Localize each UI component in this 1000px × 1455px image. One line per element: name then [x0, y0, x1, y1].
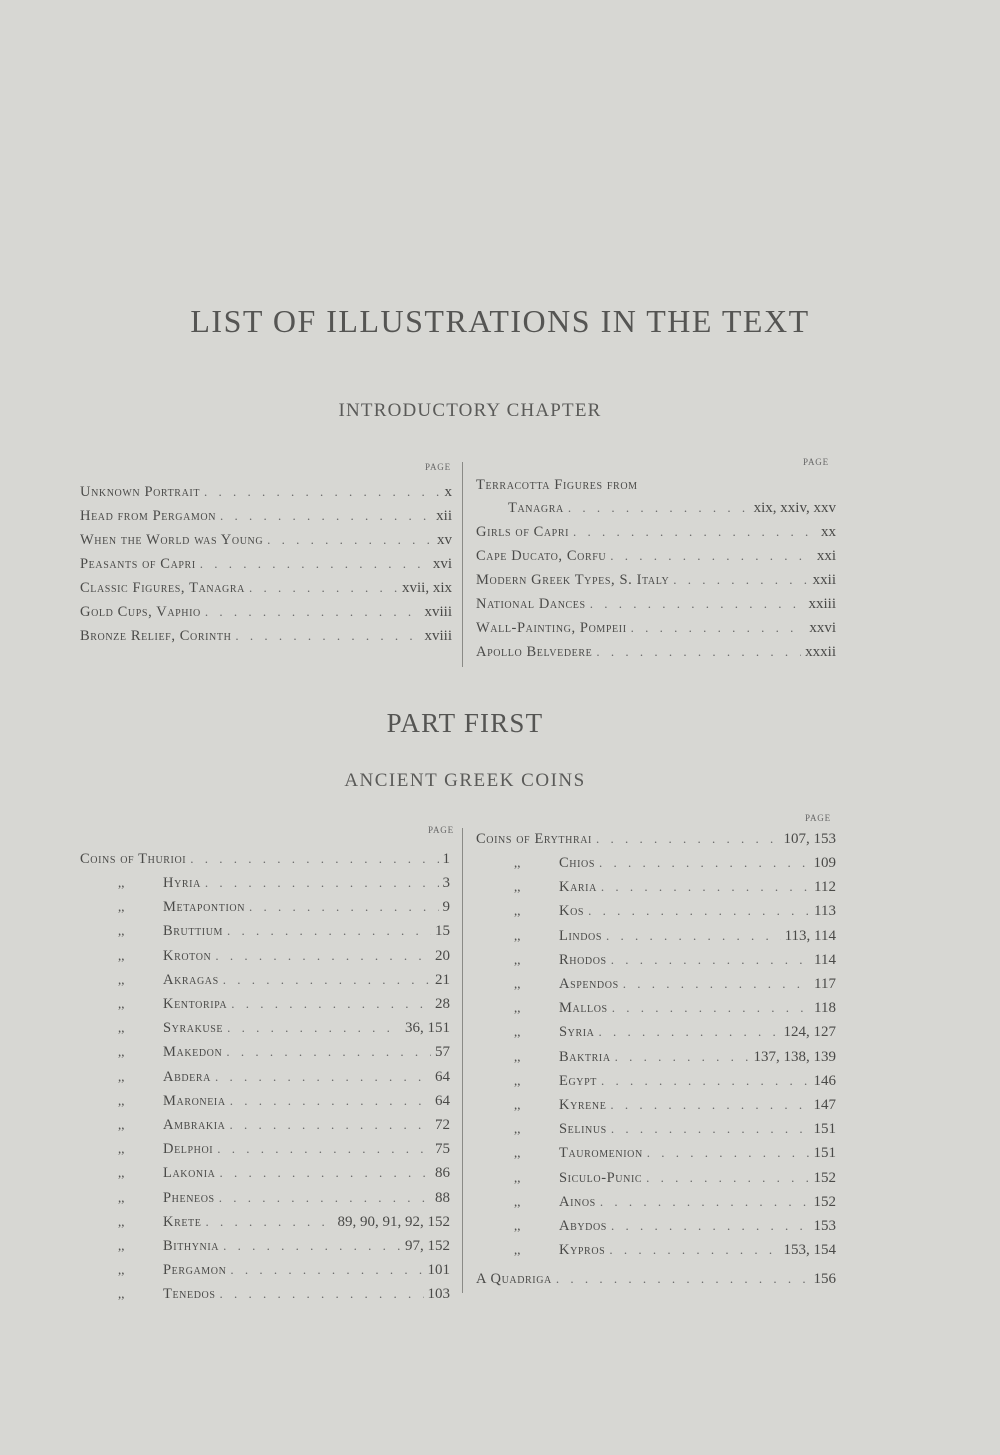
leader-dots	[205, 872, 439, 894]
entry-page: 109	[813, 855, 836, 871]
entry-page: 28	[435, 996, 450, 1012]
leader-dots	[600, 1191, 810, 1213]
coins-right-page-label: PAGE	[805, 813, 831, 823]
coin-entry	[80, 1259, 450, 1281]
leader-dots	[601, 1070, 810, 1092]
coin-entry	[476, 973, 836, 995]
entry-page: 118	[814, 1000, 836, 1017]
intro-divider	[462, 462, 463, 667]
coin-entry	[476, 997, 836, 1019]
coin-entry	[80, 1090, 450, 1112]
entry-page: 72	[435, 1117, 450, 1133]
ditto-mark: ,,	[514, 1218, 521, 1233]
coins-left-first	[80, 848, 450, 870]
entry-label: Girls of Capri	[476, 524, 570, 540]
entry-label: Apollo Belvedere	[476, 644, 593, 660]
ditto-mark: ,,	[118, 1238, 125, 1253]
leader-dots	[599, 1021, 780, 1043]
intro-entry	[476, 641, 836, 663]
coin-entry	[80, 920, 450, 942]
coin-entry	[80, 1041, 450, 1063]
ditto-mark: ,,	[514, 1000, 521, 1016]
entry-page: 151	[813, 1121, 836, 1138]
ditto-mark: ,,	[514, 903, 521, 919]
entry-page: xviii	[424, 604, 452, 620]
leader-dots	[226, 1041, 431, 1063]
leader-dots	[631, 617, 806, 639]
ditto-mark: ,,	[118, 1262, 125, 1278]
ditto-mark: ,,	[118, 1020, 125, 1036]
intro-entry	[80, 529, 452, 551]
leader-dots	[204, 481, 440, 503]
ditto-mark: ,,	[118, 1213, 125, 1229]
coin-entry	[476, 852, 836, 874]
ditto-mark: ,,	[118, 1286, 125, 1302]
entry-label: Mallos	[559, 1000, 608, 1017]
entry-page: 113, 114	[784, 927, 836, 944]
entry-label: Selinus	[559, 1121, 607, 1138]
entry-page: xxiii	[808, 596, 836, 612]
coin-entry	[80, 1162, 450, 1184]
entry-page: xviii	[424, 628, 452, 644]
leader-dots	[249, 577, 398, 599]
leader-dots	[673, 569, 808, 591]
entry-page: 64	[435, 1092, 450, 1109]
coins-right-first	[476, 828, 836, 850]
coin-entry	[80, 993, 450, 1015]
ditto-mark: ,,	[118, 1165, 125, 1181]
coin-entry	[80, 896, 450, 918]
entry-label: Makedon	[163, 1044, 223, 1061]
leader-dots	[215, 1066, 431, 1088]
leader-dots	[615, 1046, 750, 1068]
leader-dots	[227, 1017, 401, 1039]
coins-divider	[462, 828, 463, 1293]
ditto-mark: ,,	[514, 1145, 521, 1161]
intro-entry	[80, 553, 452, 575]
leader-dots	[606, 925, 781, 947]
leader-dots	[623, 973, 810, 995]
coins-left-page-label: PAGE	[428, 825, 454, 835]
entry-page: 113	[814, 903, 836, 920]
intro-entry	[476, 521, 836, 543]
entry-label: Lakonia	[163, 1165, 216, 1182]
entry-label: Chios	[559, 855, 596, 871]
entry-label: Abydos	[559, 1218, 607, 1234]
leader-dots	[230, 1090, 431, 1112]
ditto-mark: ,,	[118, 1044, 125, 1060]
ditto-mark: ,,	[514, 1242, 521, 1258]
leader-dots	[590, 593, 805, 615]
ditto-mark: ,,	[514, 1024, 521, 1040]
entry-label: Tenedos	[163, 1286, 216, 1303]
entry-label: Kos	[559, 903, 585, 920]
intro-entry	[80, 625, 452, 647]
leader-dots	[227, 920, 431, 942]
entry-page: 57	[435, 1044, 450, 1061]
entry-label: Coins of Erythrai	[476, 831, 592, 847]
coins-right-last	[476, 1268, 836, 1290]
coin-entry	[476, 1239, 836, 1261]
entry-page: 20	[435, 947, 450, 964]
entry-label: Wall-Painting, Pompeii	[476, 620, 627, 636]
entry-label: Terracotta Figures from	[476, 477, 638, 493]
coin-entry	[476, 949, 836, 971]
leader-dots	[573, 521, 817, 543]
entry-label: Abdera	[163, 1068, 211, 1085]
entry-label: Classic Figures, Tanagra	[80, 580, 245, 596]
leader-dots	[568, 497, 750, 519]
ditto-mark: ,,	[514, 976, 521, 991]
ditto-mark: ,,	[514, 927, 521, 943]
leader-dots	[231, 993, 431, 1015]
ditto-mark: ,,	[514, 1193, 521, 1209]
coin-entry	[476, 1167, 836, 1189]
ditto-mark: ,,	[118, 996, 125, 1011]
coin-entry	[80, 872, 450, 894]
coin-entry	[80, 1066, 450, 1088]
leader-dots	[601, 876, 810, 898]
entry-label: Egypt	[559, 1072, 597, 1089]
coin-entry	[80, 1187, 450, 1209]
entry-page: xxii	[812, 572, 836, 588]
leader-dots	[611, 949, 810, 971]
entry-label: Cape Ducato, Corfu	[476, 548, 607, 564]
leader-dots	[646, 1167, 809, 1189]
intro-entry	[476, 497, 836, 519]
leader-dots	[249, 896, 438, 918]
entry-page: 64	[435, 1068, 450, 1085]
intro-entry	[80, 481, 452, 503]
entry-page: 153	[813, 1218, 836, 1234]
entry-label: Gold Cups, Vaphio	[80, 604, 201, 620]
entry-page: xvii, xix	[401, 580, 452, 596]
entry-label: Peasants of Capri	[80, 556, 196, 572]
intro-entry	[476, 569, 836, 591]
entry-label: Karia	[559, 879, 597, 896]
coins-heading: ANCIENT GREEK COINS	[344, 770, 586, 791]
entry-label: Coins of Thurioi	[80, 851, 187, 867]
entry-page: 114	[814, 951, 836, 968]
page-title: LIST OF ILLUSTRATIONS IN THE TEXT	[190, 303, 810, 339]
entry-label: Aspendos	[559, 976, 619, 992]
leader-dots	[220, 1162, 432, 1184]
entry-page: 36, 151	[405, 1020, 450, 1037]
intro-entry	[80, 577, 452, 599]
intro-right-first-line	[476, 474, 836, 496]
entry-label: Siculo-Punic	[559, 1169, 643, 1186]
entry-label: Pergamon	[163, 1262, 227, 1279]
entry-label: Rhodos	[559, 951, 607, 968]
entry-page: xx	[821, 524, 836, 540]
ditto-mark: ,,	[514, 1048, 521, 1064]
entry-page: 15	[435, 923, 450, 940]
ditto-mark: ,,	[118, 971, 125, 987]
ditto-mark: ,,	[118, 923, 125, 939]
coin-entry	[476, 1094, 836, 1116]
entry-page: 75	[435, 1141, 450, 1158]
entry-label: Lindos	[559, 927, 603, 944]
coin-entry	[476, 1215, 836, 1237]
entry-label: Maroneia	[163, 1092, 226, 1109]
ditto-mark: ,,	[514, 951, 521, 967]
leader-dots	[223, 969, 431, 991]
leader-dots	[230, 1114, 432, 1136]
entry-label: A Quadriga	[476, 1271, 552, 1287]
entry-page: 153, 154	[783, 1242, 836, 1259]
coin-entry	[80, 1138, 450, 1160]
leader-dots	[215, 945, 431, 967]
intro-entry	[80, 505, 452, 527]
coin-entry	[80, 1283, 450, 1305]
entry-label: Kroton	[163, 947, 212, 964]
entry-label: Bronze Relief, Corinth	[80, 628, 232, 644]
entry-page: 97, 152	[405, 1238, 450, 1254]
entry-label: Krete	[163, 1213, 202, 1230]
ditto-mark: ,,	[514, 855, 521, 870]
coin-entry	[476, 1142, 836, 1164]
entry-label: Baktria	[559, 1048, 611, 1065]
entry-page: 88	[435, 1189, 450, 1206]
leader-dots	[220, 1283, 424, 1305]
leader-dots	[599, 852, 809, 874]
entry-label: Kypros	[559, 1242, 606, 1259]
entry-page: 21	[435, 971, 450, 988]
intro-entry	[80, 601, 452, 623]
leader-dots	[205, 1211, 333, 1233]
ditto-mark: ,,	[514, 1169, 521, 1185]
coin-entry	[80, 945, 450, 967]
entry-label: Metapontion	[163, 899, 246, 916]
leader-dots	[267, 529, 433, 551]
intro-entry	[476, 545, 836, 567]
entry-label: Modern Greek Types, S. Italy	[476, 572, 670, 588]
intro-heading: INTRODUCTORY CHAPTER	[338, 400, 602, 421]
entry-label: Bithynia	[163, 1238, 220, 1254]
entry-page: xxi	[816, 548, 836, 564]
entry-page: 152	[813, 1193, 836, 1210]
coin-entry	[476, 1021, 836, 1043]
entry-page: 117	[814, 976, 836, 992]
leader-dots	[596, 641, 801, 663]
entry-page: 1	[442, 851, 450, 867]
ditto-mark: ,,	[118, 899, 125, 915]
entry-page: 107, 153	[783, 831, 836, 847]
entry-label: Akragas	[163, 971, 219, 988]
leader-dots	[217, 1138, 431, 1160]
entry-label: Syrakuse	[163, 1020, 224, 1037]
entry-page: xxvi	[809, 620, 836, 636]
entry-label: Tanagra	[508, 500, 564, 516]
entry-page: xvi	[432, 556, 452, 572]
coin-entry	[80, 1235, 450, 1257]
leader-dots	[611, 1215, 810, 1237]
leader-dots	[235, 625, 420, 647]
leader-dots	[190, 848, 438, 870]
ditto-mark: ,,	[118, 1068, 125, 1084]
entry-page: 151	[813, 1145, 836, 1162]
entry-page: xii	[436, 508, 452, 524]
coin-entry	[80, 1017, 450, 1039]
intro-left-page-label: PAGE	[425, 462, 451, 472]
entry-page: 124, 127	[783, 1024, 836, 1041]
entry-label: Syria	[559, 1024, 595, 1041]
entry-page: xv	[437, 532, 452, 548]
entry-label: Unknown Portrait	[80, 484, 201, 500]
entry-page: 137, 138, 139	[753, 1048, 836, 1065]
entry-label: When the World was Young	[80, 532, 264, 548]
entry-page: 152	[813, 1169, 836, 1186]
entry-label: Tauromenion	[559, 1145, 643, 1162]
entry-label: Kyrene	[559, 1097, 607, 1113]
leader-dots	[220, 505, 432, 527]
ditto-mark: ,,	[514, 1072, 521, 1088]
intro-entry	[476, 617, 836, 639]
ditto-mark: ,,	[118, 1189, 125, 1205]
entry-label: Kentoripa	[163, 996, 228, 1012]
entry-label: Pheneos	[163, 1189, 215, 1206]
leader-dots	[609, 1239, 779, 1261]
ditto-mark: ,,	[514, 1121, 521, 1137]
ditto-mark: ,,	[514, 879, 521, 895]
entry-label: Ainos	[559, 1193, 596, 1210]
ditto-mark: ,,	[118, 1092, 125, 1108]
entry-label: Hyria	[163, 875, 201, 891]
entry-page: xix, xxiv, xxv	[753, 500, 836, 516]
entry-label: Delphoi	[163, 1141, 214, 1158]
entry-page: 101	[427, 1262, 450, 1279]
ditto-mark: ,,	[118, 875, 125, 890]
entry-label: Bruttium	[163, 923, 224, 940]
entry-page: 86	[435, 1165, 450, 1182]
coin-entry	[80, 969, 450, 991]
leader-dots	[647, 1142, 810, 1164]
entry-label: Head from Pergamon	[80, 508, 217, 524]
coin-entry	[476, 900, 836, 922]
entry-label: Ambrakia	[163, 1117, 226, 1133]
leader-dots	[596, 828, 780, 850]
intro-entry	[476, 593, 836, 615]
coin-entry	[476, 876, 836, 898]
ditto-mark: ,,	[118, 1141, 125, 1157]
leader-dots	[219, 1187, 431, 1209]
entry-page: 146	[813, 1072, 836, 1089]
ditto-mark: ,,	[118, 1117, 125, 1132]
coin-entry	[80, 1211, 450, 1233]
leader-dots	[610, 1094, 809, 1116]
leader-dots	[205, 601, 421, 623]
coin-entry	[476, 1118, 836, 1140]
entry-page: xxxii	[805, 644, 836, 660]
entry-page: 103	[427, 1286, 450, 1303]
leader-dots	[200, 553, 429, 575]
leader-dots	[611, 1118, 810, 1140]
ditto-mark: ,,	[514, 1097, 521, 1112]
ditto-mark: ,,	[118, 947, 125, 963]
leader-dots	[223, 1235, 401, 1257]
entry-page: x	[444, 484, 452, 500]
entry-label: National Dances	[476, 596, 586, 612]
intro-right-page-label: PAGE	[803, 457, 829, 467]
entry-page: 3	[442, 875, 450, 891]
part-heading: PART FIRST	[386, 708, 544, 738]
leader-dots	[588, 900, 810, 922]
entry-page: 9	[442, 899, 450, 916]
coin-entry	[80, 1114, 450, 1136]
entry-page: 89, 90, 91, 92, 152	[337, 1213, 450, 1230]
coin-entry	[476, 1046, 836, 1068]
entry-page: 147	[813, 1097, 836, 1113]
entry-page: 156	[813, 1271, 836, 1287]
leader-dots	[612, 997, 810, 1019]
coin-entry	[476, 1070, 836, 1092]
leader-dots	[610, 545, 813, 567]
leader-dots	[556, 1268, 810, 1290]
coin-entry	[476, 1191, 836, 1213]
entry-page: 112	[814, 879, 836, 896]
leader-dots	[230, 1259, 423, 1281]
coin-entry	[476, 925, 836, 947]
